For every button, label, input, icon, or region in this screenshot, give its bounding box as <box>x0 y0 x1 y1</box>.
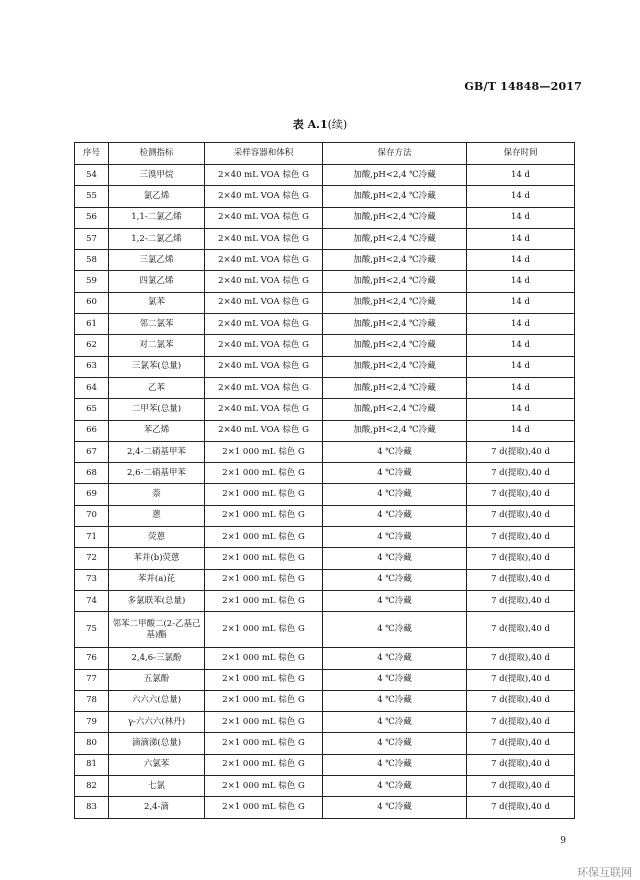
cell-seq: 74 <box>75 590 109 611</box>
cell-container: 2×40 mL VOA 棕色 G <box>205 228 323 249</box>
cell-seq: 70 <box>75 505 109 526</box>
cell-container: 2×1 000 mL 棕色 G <box>205 797 323 818</box>
table-row <box>75 463 575 484</box>
table-row <box>75 441 575 462</box>
cell-container: 2×1 000 mL 棕色 G <box>205 754 323 775</box>
cell-container: 2×40 mL VOA 棕色 G <box>205 377 323 398</box>
cell-time: 14 d <box>467 399 575 420</box>
cell-time: 7 d(提取),40 d <box>467 797 575 818</box>
cell-container: 2×1 000 mL 棕色 G <box>205 612 323 648</box>
cell-indicator: 苯并(b)荧蒽 <box>109 548 205 569</box>
cell-method: 加酸,pH<2,4 ℃冷藏 <box>323 250 467 271</box>
cell-time: 14 d <box>467 228 575 249</box>
table-row <box>75 335 575 356</box>
header-seq: 序号 <box>75 143 109 165</box>
cell-indicator: 七氯 <box>109 776 205 797</box>
cell-indicator: 邻二氯苯 <box>109 314 205 335</box>
cell-container: 2×40 mL VOA 棕色 G <box>205 250 323 271</box>
cell-method: 4 ℃冷藏 <box>323 527 467 548</box>
cell-indicator: 2,4,6-三氯酚 <box>109 648 205 669</box>
table-row <box>75 292 575 313</box>
table-row <box>75 612 575 648</box>
cell-indicator: 二甲苯(总量) <box>109 399 205 420</box>
table-row <box>75 271 575 292</box>
cell-time: 7 d(提取),40 d <box>467 590 575 611</box>
cell-time: 14 d <box>467 186 575 207</box>
table-row <box>75 648 575 669</box>
cell-indicator: 荧蒽 <box>109 527 205 548</box>
cell-method: 4 ℃冷藏 <box>323 569 467 590</box>
cell-seq: 68 <box>75 463 109 484</box>
storage-table <box>74 142 575 819</box>
table-row <box>75 712 575 733</box>
cell-indicator: 氯苯 <box>109 292 205 313</box>
cell-time: 7 d(提取),40 d <box>467 733 575 754</box>
cell-indicator: 邻苯二甲酸二(2-乙基己基)酯 <box>109 612 205 648</box>
cell-container: 2×1 000 mL 棕色 G <box>205 441 323 462</box>
cell-container: 2×1 000 mL 棕色 G <box>205 648 323 669</box>
cell-container: 2×1 000 mL 棕色 G <box>205 505 323 526</box>
cell-indicator: 三氯乙烯 <box>109 250 205 271</box>
standard-code: GB/T 14848—2017 <box>464 80 582 93</box>
header-container: 采样容器和体积 <box>205 143 323 165</box>
table-header-row <box>75 143 575 165</box>
cell-indicator: 2,4-滴 <box>109 797 205 818</box>
cell-indicator: 滴滴涕(总量) <box>109 733 205 754</box>
cell-seq: 77 <box>75 669 109 690</box>
cell-container: 2×1 000 mL 棕色 G <box>205 548 323 569</box>
cell-seq: 64 <box>75 377 109 398</box>
table-row <box>75 399 575 420</box>
cell-container: 2×40 mL VOA 棕色 G <box>205 186 323 207</box>
cell-container: 2×1 000 mL 棕色 G <box>205 733 323 754</box>
cell-method: 4 ℃冷藏 <box>323 690 467 711</box>
table-row <box>75 420 575 441</box>
cell-seq: 62 <box>75 335 109 356</box>
table-row <box>75 186 575 207</box>
cell-method: 加酸,pH<2,4 ℃冷藏 <box>323 314 467 335</box>
cell-method: 4 ℃冷藏 <box>323 590 467 611</box>
cell-indicator: 对二氯苯 <box>109 335 205 356</box>
cell-time: 7 d(提取),40 d <box>467 776 575 797</box>
cell-container: 2×1 000 mL 棕色 G <box>205 569 323 590</box>
cell-method: 4 ℃冷藏 <box>323 612 467 648</box>
cell-container: 2×1 000 mL 棕色 G <box>205 690 323 711</box>
cell-indicator: 2,6-二硝基甲苯 <box>109 463 205 484</box>
cell-time: 7 d(提取),40 d <box>467 669 575 690</box>
table-caption <box>0 116 640 132</box>
table-row <box>75 250 575 271</box>
cell-indicator: 五氯酚 <box>109 669 205 690</box>
cell-indicator: 三溴甲烷 <box>109 165 205 186</box>
table-caption-label: 表 A.1 <box>292 118 328 131</box>
cell-indicator: 1,1-二氯乙烯 <box>109 207 205 228</box>
cell-time: 7 d(提取),40 d <box>467 463 575 484</box>
cell-container: 2×40 mL VOA 棕色 G <box>205 207 323 228</box>
header-method: 保存方法 <box>323 143 467 165</box>
cell-method: 4 ℃冷藏 <box>323 548 467 569</box>
cell-seq: 61 <box>75 314 109 335</box>
cell-time: 7 d(提取),40 d <box>467 712 575 733</box>
cell-method: 加酸,pH<2,4 ℃冷藏 <box>323 207 467 228</box>
cell-time: 14 d <box>467 165 575 186</box>
cell-container: 2×40 mL VOA 棕色 G <box>205 356 323 377</box>
cell-time: 14 d <box>467 356 575 377</box>
cell-container: 2×1 000 mL 棕色 G <box>205 669 323 690</box>
cell-method: 4 ℃冷藏 <box>323 754 467 775</box>
cell-indicator: 苯并(a)芘 <box>109 569 205 590</box>
cell-time: 7 d(提取),40 d <box>467 612 575 648</box>
cell-container: 2×40 mL VOA 棕色 G <box>205 292 323 313</box>
cell-method: 加酸,pH<2,4 ℃冷藏 <box>323 420 467 441</box>
cell-container: 2×1 000 mL 棕色 G <box>205 463 323 484</box>
cell-indicator: 1,2-二氯乙烯 <box>109 228 205 249</box>
cell-method: 4 ℃冷藏 <box>323 797 467 818</box>
cell-method: 加酸,pH<2,4 ℃冷藏 <box>323 335 467 356</box>
cell-seq: 67 <box>75 441 109 462</box>
cell-time: 14 d <box>467 314 575 335</box>
cell-time: 14 d <box>467 420 575 441</box>
table-row <box>75 797 575 818</box>
cell-seq: 78 <box>75 690 109 711</box>
cell-seq: 56 <box>75 207 109 228</box>
header-time: 保存时间 <box>467 143 575 165</box>
table-row <box>75 776 575 797</box>
cell-indicator: 苯乙烯 <box>109 420 205 441</box>
cell-container: 2×1 000 mL 棕色 G <box>205 527 323 548</box>
cell-time: 7 d(提取),40 d <box>467 441 575 462</box>
cell-time: 7 d(提取),40 d <box>467 484 575 505</box>
cell-method: 加酸,pH<2,4 ℃冷藏 <box>323 271 467 292</box>
cell-container: 2×40 mL VOA 棕色 G <box>205 335 323 356</box>
cell-time: 7 d(提取),40 d <box>467 505 575 526</box>
cell-seq: 55 <box>75 186 109 207</box>
cell-container: 2×40 mL VOA 棕色 G <box>205 399 323 420</box>
cell-seq: 71 <box>75 527 109 548</box>
cell-seq: 60 <box>75 292 109 313</box>
table-row <box>75 690 575 711</box>
cell-method: 4 ℃冷藏 <box>323 463 467 484</box>
cell-seq: 82 <box>75 776 109 797</box>
cell-indicator: 2,4-二硝基甲苯 <box>109 441 205 462</box>
table-row <box>75 569 575 590</box>
cell-time: 7 d(提取),40 d <box>467 690 575 711</box>
cell-method: 4 ℃冷藏 <box>323 484 467 505</box>
cell-time: 14 d <box>467 250 575 271</box>
cell-seq: 65 <box>75 399 109 420</box>
cell-seq: 80 <box>75 733 109 754</box>
cell-seq: 75 <box>75 612 109 648</box>
cell-method: 加酸,pH<2,4 ℃冷藏 <box>323 165 467 186</box>
cell-time: 7 d(提取),40 d <box>467 569 575 590</box>
cell-time: 14 d <box>467 292 575 313</box>
cell-method: 4 ℃冷藏 <box>323 505 467 526</box>
cell-time: 7 d(提取),40 d <box>467 527 575 548</box>
table-row <box>75 356 575 377</box>
table-row <box>75 165 575 186</box>
cell-method: 4 ℃冷藏 <box>323 669 467 690</box>
cell-container: 2×40 mL VOA 棕色 G <box>205 420 323 441</box>
table-row <box>75 754 575 775</box>
cell-method: 4 ℃冷藏 <box>323 441 467 462</box>
cell-seq: 63 <box>75 356 109 377</box>
cell-indicator: 萘 <box>109 484 205 505</box>
cell-time: 14 d <box>467 335 575 356</box>
cell-indicator: 六氯苯 <box>109 754 205 775</box>
table-row <box>75 484 575 505</box>
cell-method: 加酸,pH<2,4 ℃冷藏 <box>323 292 467 313</box>
cell-method: 4 ℃冷藏 <box>323 733 467 754</box>
cell-seq: 72 <box>75 548 109 569</box>
cell-indicator: 多氯联苯(总量) <box>109 590 205 611</box>
cell-indicator: 蒽 <box>109 505 205 526</box>
cell-seq: 73 <box>75 569 109 590</box>
cell-indicator: γ-六六六(林丹) <box>109 712 205 733</box>
cell-method: 加酸,pH<2,4 ℃冷藏 <box>323 399 467 420</box>
cell-method: 加酸,pH<2,4 ℃冷藏 <box>323 377 467 398</box>
cell-method: 加酸,pH<2,4 ℃冷藏 <box>323 186 467 207</box>
cell-seq: 57 <box>75 228 109 249</box>
cell-indicator: 六六六(总量) <box>109 690 205 711</box>
cell-indicator: 乙苯 <box>109 377 205 398</box>
cell-container: 2×40 mL VOA 棕色 G <box>205 165 323 186</box>
cell-indicator: 三氯苯(总量) <box>109 356 205 377</box>
cell-seq: 81 <box>75 754 109 775</box>
cell-time: 14 d <box>467 377 575 398</box>
cell-time: 7 d(提取),40 d <box>467 754 575 775</box>
header-indicator: 检测指标 <box>109 143 205 165</box>
table-row <box>75 377 575 398</box>
cell-seq: 69 <box>75 484 109 505</box>
cell-method: 4 ℃冷藏 <box>323 712 467 733</box>
cell-method: 4 ℃冷藏 <box>323 648 467 669</box>
table-row <box>75 548 575 569</box>
cell-container: 2×40 mL VOA 棕色 G <box>205 271 323 292</box>
cell-seq: 79 <box>75 712 109 733</box>
cell-time: 14 d <box>467 207 575 228</box>
cell-method: 加酸,pH<2,4 ℃冷藏 <box>323 228 467 249</box>
table-row <box>75 314 575 335</box>
cell-container: 2×1 000 mL 棕色 G <box>205 712 323 733</box>
cell-seq: 76 <box>75 648 109 669</box>
table-row <box>75 207 575 228</box>
table-row <box>75 590 575 611</box>
cell-container: 2×1 000 mL 棕色 G <box>205 590 323 611</box>
cell-seq: 54 <box>75 165 109 186</box>
table-row <box>75 505 575 526</box>
table-caption-suffix: (续) <box>327 118 348 131</box>
cell-method: 4 ℃冷藏 <box>323 776 467 797</box>
table-row <box>75 527 575 548</box>
cell-seq: 83 <box>75 797 109 818</box>
cell-container: 2×1 000 mL 棕色 G <box>205 776 323 797</box>
cell-seq: 66 <box>75 420 109 441</box>
table-row <box>75 669 575 690</box>
table-row <box>75 228 575 249</box>
watermark: 环保互联网 <box>577 866 632 879</box>
page-number: 9 <box>560 836 566 846</box>
cell-seq: 58 <box>75 250 109 271</box>
cell-indicator: 氯乙烯 <box>109 186 205 207</box>
cell-method: 加酸,pH<2,4 ℃冷藏 <box>323 356 467 377</box>
cell-container: 2×1 000 mL 棕色 G <box>205 484 323 505</box>
cell-time: 14 d <box>467 271 575 292</box>
cell-time: 7 d(提取),40 d <box>467 548 575 569</box>
table-row <box>75 733 575 754</box>
cell-indicator: 四氯乙烯 <box>109 271 205 292</box>
cell-time: 7 d(提取),40 d <box>467 648 575 669</box>
cell-seq: 59 <box>75 271 109 292</box>
cell-container: 2×40 mL VOA 棕色 G <box>205 314 323 335</box>
